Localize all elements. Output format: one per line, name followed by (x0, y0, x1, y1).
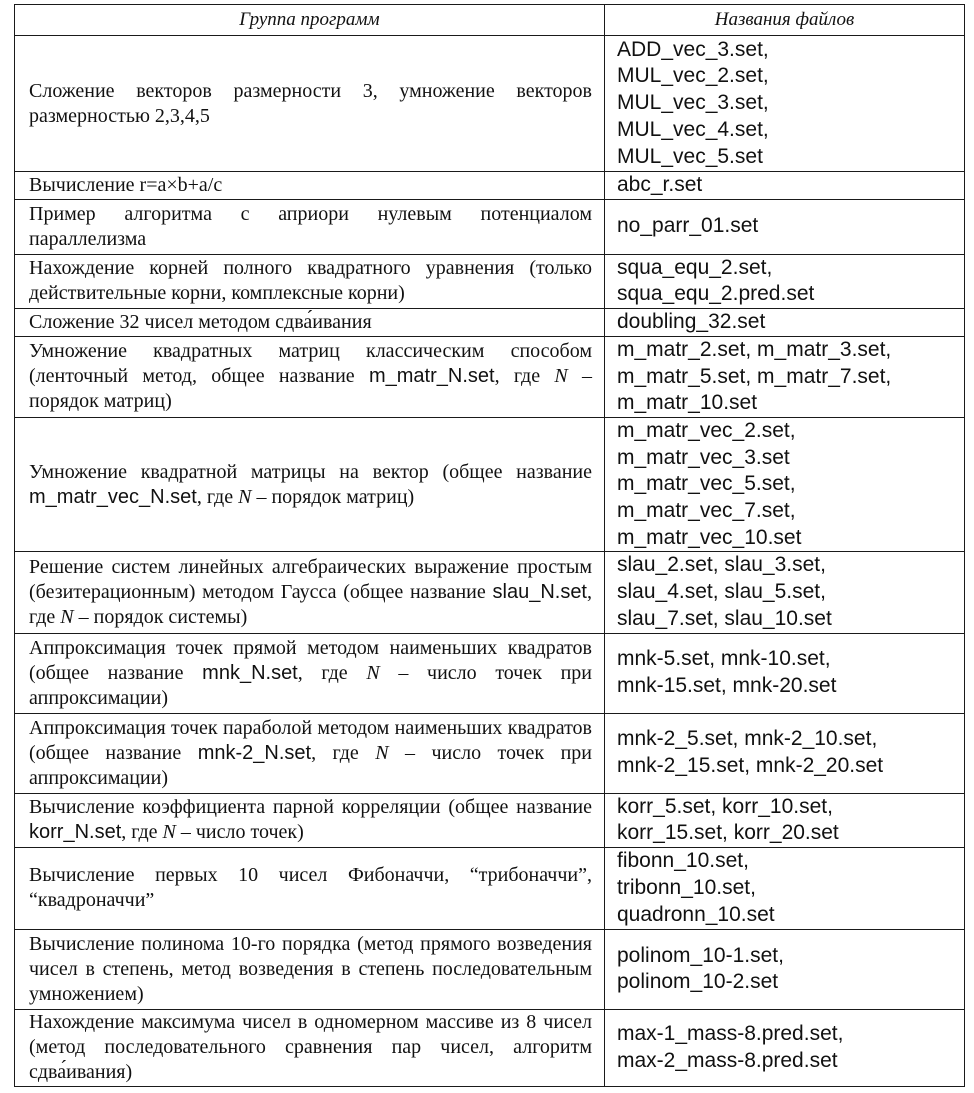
header-files: Названия файлов (605, 5, 965, 36)
group-description: Сложение 32 чисел методом сдва́ивания (15, 309, 605, 337)
file-names (605, 713, 965, 793)
group-description: Вычисление полинома 10-го порядка (метод прямого возведения чисел в степень, метод возведения в степень последовательным умножением) (15, 929, 605, 1009)
file-names (605, 793, 965, 847)
file-name: MUL_vec_5.set (617, 144, 763, 168)
file-name: abc_r.set (617, 173, 703, 196)
file-pattern: korr_N.set (29, 821, 122, 844)
file-names (605, 552, 965, 633)
variable-n: N (238, 485, 252, 508)
file-name: polinom_10-1.set, (617, 943, 784, 967)
file-names (605, 929, 965, 1009)
file-name: slau_2.set, slau_3.set, (617, 553, 826, 577)
file-names (605, 417, 965, 552)
variable-n: N (375, 741, 389, 764)
group-description: Вычисление r=a×b+a/c (15, 172, 605, 200)
file-pattern: mnk-2_N.set (197, 741, 312, 764)
file-names (605, 847, 965, 929)
file-name: max-2_mass-8.pred.set (617, 1048, 838, 1072)
file-name: MUL_vec_2.set, (617, 64, 769, 88)
table-row (15, 847, 965, 929)
variable-n: N (554, 365, 568, 388)
file-pattern: m_matr_vec_N.set (29, 485, 197, 508)
file-name: mnk-2_5.set, mnk-2_10.set, (617, 727, 878, 751)
table-row (15, 793, 965, 847)
file-names (605, 633, 965, 713)
group-description: Пример алгоритма с априори нулевым потенциалом параллелизма (15, 199, 605, 254)
table-row (15, 929, 965, 1009)
table-row (15, 1009, 965, 1086)
file-name: mnk-15.set, mnk-20.set (617, 674, 837, 698)
file-name: ADD_vec_3.set, (617, 37, 769, 61)
file-pattern: mnk_N.set (202, 661, 298, 684)
file-name: m_matr_vec_7.set, (617, 499, 796, 523)
file-names (605, 172, 965, 200)
group-description: Сложение векторов размерности 3, умножение векторов размерностью 2,3,4,5 (15, 36, 605, 172)
file-names (605, 199, 965, 254)
group-description: Вычисление первых 10 чисел Фибоначчи, “трибоначчи”, “квадроначчи” (15, 847, 605, 929)
variable-n: N (60, 605, 74, 628)
file-name: m_matr_vec_3.set (617, 445, 790, 469)
table-row (15, 199, 965, 254)
file-name: m_matr_5.set, m_matr_7.set, (617, 364, 892, 388)
group-description: Нахождение корней полного квадратного уравнения (только действительные корни, комплексные корни) (15, 254, 605, 308)
file-name: mnk-5.set, mnk-10.set, (617, 647, 831, 671)
file-name: slau_4.set, slau_5.set, (617, 580, 826, 604)
group-description: Вычисление коэффициента парной корреляции (общее название korr_N.set, где N – число точек) (15, 793, 605, 847)
file-pattern: m_matr_N.set (368, 365, 495, 388)
file-name: doubling_32.set (617, 310, 766, 334)
table-row (15, 552, 965, 633)
table-row (15, 172, 965, 200)
file-name: korr_15.set, korr_20.set (617, 821, 839, 845)
file-name: slau_7.set, slau_10.set (617, 606, 832, 630)
file-name: no_parr_01.set (617, 214, 759, 238)
file-name: m_matr_vec_2.set, (617, 418, 796, 442)
file-names (605, 36, 965, 172)
header-row (15, 5, 965, 36)
file-name: max-1_mass-8.pred.set, (617, 1022, 844, 1046)
variable-n: N (162, 821, 176, 844)
group-description: Аппроксимация точек параболой методом наименьших квадратов (общее название mnk-2_N.set, где N – число точек при аппроксимации) (15, 713, 605, 793)
file-pattern: slau_N.set (492, 580, 587, 603)
file-names (605, 1009, 965, 1086)
group-description: Аппроксимация точек прямой методом наименьших квадратов (общее название mnk_N.set, где N – число точек при аппроксимации) (15, 633, 605, 713)
file-name: fibonn_10.set, (617, 849, 749, 873)
file-name: MUL_vec_4.set, (617, 117, 769, 141)
table-row (15, 633, 965, 713)
table-row (15, 417, 965, 552)
group-description: Нахождение максимума чисел в одномерном массиве из 8 чисел (метод последовательного сравнения пар чисел, алгоритм сдва́ивания) (15, 1009, 605, 1086)
group-description: Умножение квадратной матрицы на вектор (общее название m_matr_vec_N.set, где N – порядок матриц) (15, 417, 605, 552)
file-name: m_matr_vec_10.set (617, 525, 802, 549)
header-group: Группа программ (15, 5, 605, 36)
file-name: squa_equ_2.set, (617, 255, 773, 279)
file-name: m_matr_vec_5.set, (617, 472, 796, 496)
file-name: mnk-2_15.set, mnk-2_20.set (617, 754, 884, 778)
table-row (15, 309, 965, 337)
file-name: m_matr_10.set (617, 391, 758, 415)
file-name: MUL_vec_3.set, (617, 91, 769, 115)
file-name: squa_equ_2.pred.set (617, 282, 815, 306)
group-description: Решение систем линейных алгебраических выражение простым (безитерационным) методом Гаусса (общее название slau_N.set, где N – порядок системы) (15, 552, 605, 633)
file-names (605, 309, 965, 337)
file-name: m_matr_2.set, m_matr_3.set, (617, 337, 892, 361)
file-name: quadronn_10.set (617, 902, 775, 926)
file-names (605, 254, 965, 308)
file-name: tribonn_10.set, (617, 876, 756, 900)
programs-table (14, 4, 965, 1087)
file-name: korr_5.set, korr_10.set, (617, 794, 833, 818)
table-row (15, 713, 965, 793)
file-name: polinom_10-2.set (617, 970, 779, 994)
table-row (15, 336, 965, 417)
group-description: Умножение квадратных матриц классическим способом (ленточный метод, общее название m_matr_N.set, где N – порядок матриц) (15, 336, 605, 417)
table-row (15, 254, 965, 308)
file-names (605, 336, 965, 417)
table-row (15, 36, 965, 172)
variable-n: N (366, 661, 380, 684)
